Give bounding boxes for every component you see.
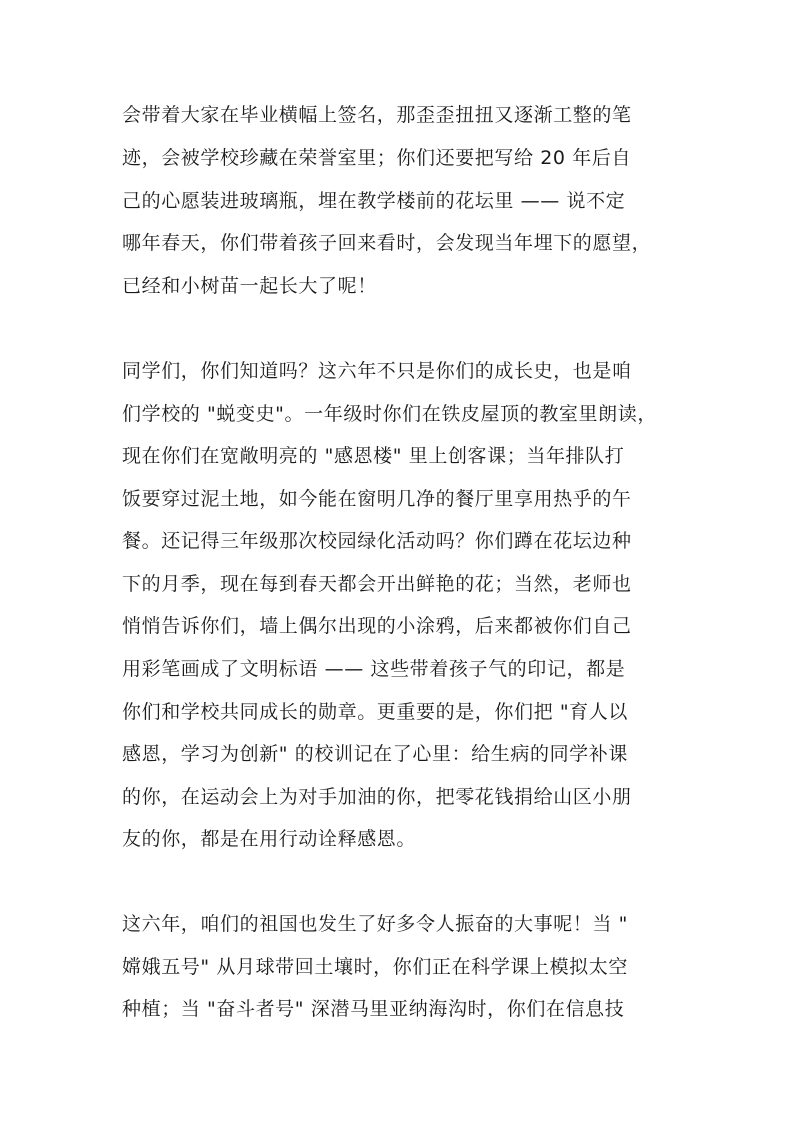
text-line: 种植；当 "奋斗者号" 深潜马里亚纳海沟时，你们在信息技 <box>122 998 625 1020</box>
text-line: 嫦娥五号" 从月球带回土壤时，你们正在科学课上模拟太空 <box>122 956 628 978</box>
text-line: 下的月季，现在每到春天都会开出鲜艳的花；当然，老师也 <box>122 573 632 595</box>
text-line: 会带着大家在毕业横幅上签名，那歪歪扭扭又逐渐工整的笔 <box>122 104 632 126</box>
text-line: 已经和小树苗一起长大了呢！ <box>122 275 377 297</box>
text-line: 迹，会被学校珍藏在荣誉室里；你们还要把写给 20 年后自 <box>122 147 632 169</box>
text-line: 们学校的 "蜕变史"。一年级时你们在铁皮屋顶的教室里朗读， <box>122 403 657 425</box>
text-line: 己的心愿装进玻璃瓶，埋在教学楼前的花坛里 —— 说不定 <box>122 190 626 212</box>
text-line: 这六年，咱们的祖国也发生了好多令人振奋的大事呢！当 " <box>122 913 628 935</box>
text-line: 同学们，你们知道吗？这六年不只是你们的成长史，也是咱 <box>122 360 632 382</box>
text-line: 你们和学校共同成长的勋章。更重要的是，你们把 "育人以 <box>122 701 628 723</box>
text-line: 饭要穿过泥土地，如今能在窗明几净的餐厅里享用热乎的午 <box>122 488 632 510</box>
text-line: 用彩笔画成了文明标语 —— 这些带着孩子气的印记，都是 <box>122 658 626 680</box>
text-line: 哪年春天，你们带着孩子回来看时，会发现当年埋下的愿望， <box>122 232 652 254</box>
text-line: 感恩，学习为创新" 的校训记在了心里：给生病的同学补课 <box>122 743 628 765</box>
text-line: 友的你，都是在用行动诠释感恩。 <box>122 828 417 850</box>
text-line: 的你，在运动会上为对手加油的你，把零花钱捐给山区小朋 <box>122 786 632 808</box>
text-line: 现在你们在宽敞明亮的 "感恩楼" 里上创客课；当年排队打 <box>122 445 625 467</box>
text-line: 悄悄告诉你们，墙上偶尔出现的小涂鸦，后来都被你们自己 <box>122 615 632 637</box>
text-line: 餐。还记得三年级那次校园绿化活动吗？你们蹲在花坛边种 <box>122 530 632 552</box>
